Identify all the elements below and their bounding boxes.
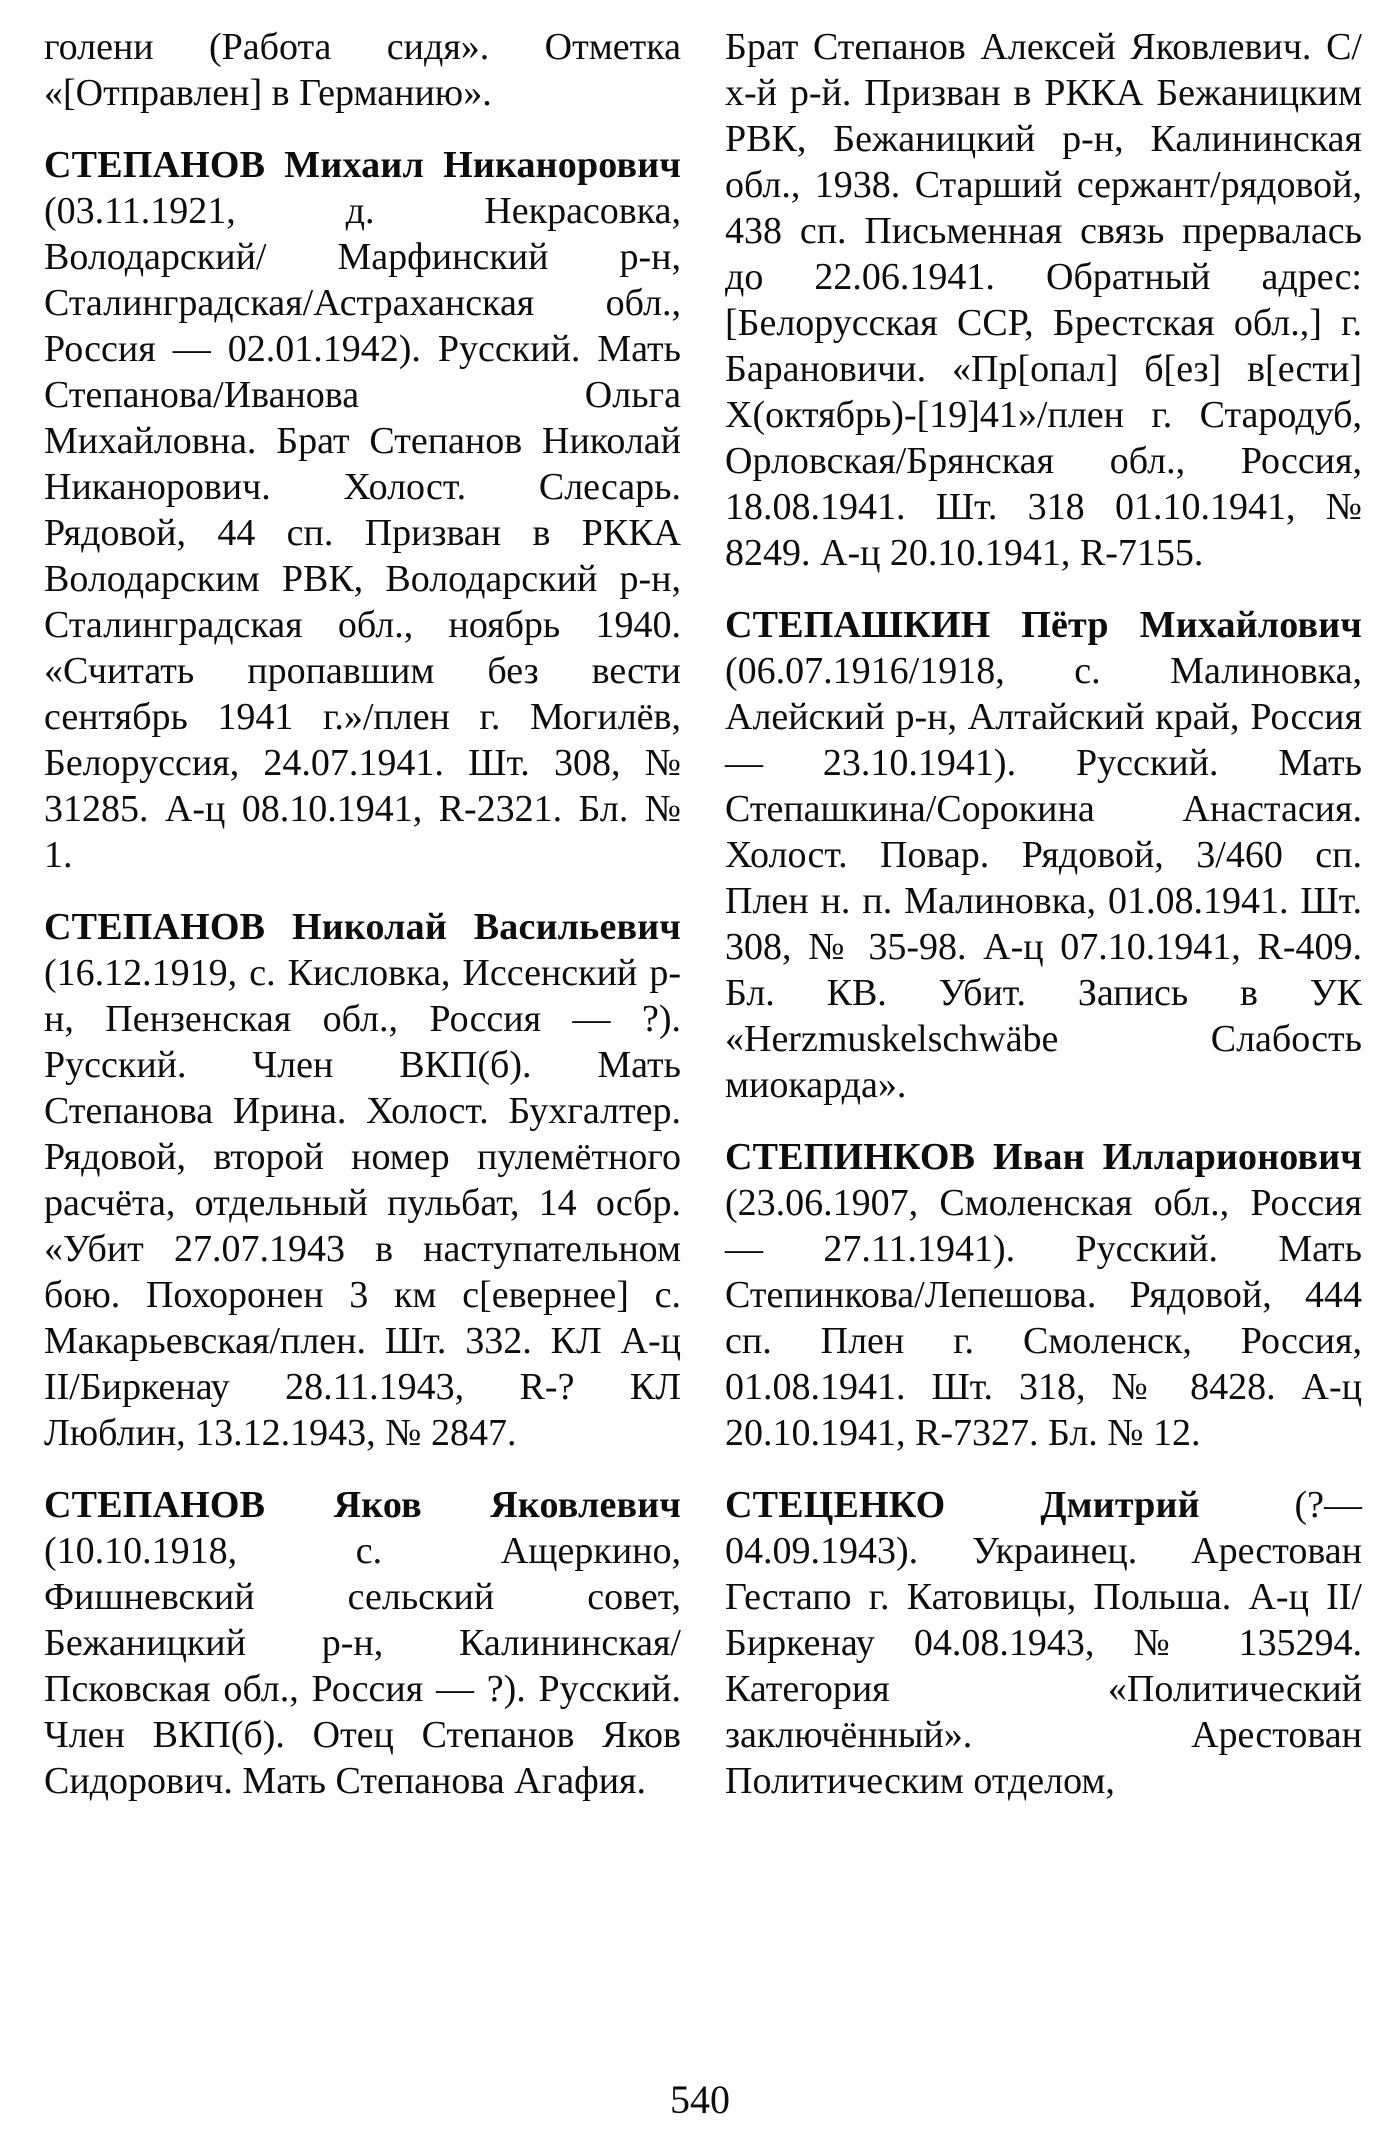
entry-text: (23.06.1907, Смоленская обл., Россия — 27.11.1941). Русский. Мать Степинкова/Лепешова. Рядовой, 444 сп. Плен г. Смоленск, Россия, 01.08.1941. Шт. 318, № 8428. А-ц 20.10.1941, R-7327. Бл. № 12. <box>725 1182 1362 1454</box>
entry-text: (06.07.1916/1918, с. Малиновка, Алейский р-н, Алтайский край, Россия — 23.10.1941). Русский. Мать Степашкина/Сорокина Анастасия. Холост. Повар. Рядовой, 3/460 сп. Плен н. п. Малиновка, 01.08.1941. Шт. 308, № 35-98. А-ц 07.10.1941, R-409. Бл. КВ. Убит. Запись в УК «Herzmuskelschwäbe Слабость миокарда». <box>725 650 1362 1106</box>
entry-text: (10.10.1918, с. Ащеркино, Фишневский сельский совет, Бежаницкий р-н, Калининская/ Псковская обл., Россия — ?). Русский. Член ВКП(б). Отец Степанов Яков Сидорович. Мать Степанова Агафия. <box>44 1530 681 1802</box>
left-column <box>44 24 681 1804</box>
entry-name: СТЕЦЕНКО Дмитрий <box>725 1484 1200 1526</box>
entry-name: СТЕПИНКОВ Иван Илларионович <box>725 1136 1362 1178</box>
entry-name: СТЕПАНОВ Михаил Никанорович <box>44 144 681 186</box>
continuation-paragraph: голени (Работа сидя». Отметка «[Отправлен] в Германию». <box>44 26 681 114</box>
entry-text: (03.11.1921, д. Некрасовка, Володарский/ Марфинский р-н, Сталинградская/Астраханская обл., Россия — 02.01.1942). Русский. Мать Степанова/Иванова Ольга Михайловна. Брат Степанов Николай Никанорович. Холост. Слесарь. Рядовой, 44 сп. Призван в РККА Володарским РВК, Володарский р-н, Сталинградская обл., ноябрь 1940. «Считать пропавшим без вести сентябрь 1941 г.»/плен г. Могилёв, Белоруссия, 24.07.1941. Шт. 308, № 31285. А-ц 08.10.1941, R-2321. Бл. № 1. <box>44 190 681 876</box>
entry-stepinkov-ivan <box>725 1134 1362 1456</box>
entry-name: СТЕПАНОВ Николай Васильевич <box>44 906 681 948</box>
entry-name: СТЕПАНОВ Яков Яковлевич <box>44 1484 681 1526</box>
entry-text: (16.12.1919, с. Кисловка, Иссенский р-н, Пензенская обл., Россия — ?). Русский. Член ВКП(б). Мать Степанова Ирина. Холост. Бухгалтер. Рядовой, второй номер пулемётного расчёта, отдельный пульбат, 14 осбр. «Убит 27.07.1943 в наступательном бою. Похоронен 3 км с[евернее] с. Макарьевская/плен. Шт. 332. КЛ А-ц II/Биркенау 28.11.1943, R-? КЛ Люблин, 13.12.1943, № 2847. <box>44 952 681 1454</box>
entry-stepanov-nikolay <box>44 904 681 1456</box>
entry-stepanov-yakov <box>44 1482 681 1804</box>
entry-stetsenko-dmitriy <box>725 1482 1362 1804</box>
entry-name: СТЕПАШКИН Пётр Михайлович <box>725 604 1362 646</box>
continuation-paragraph: Брат Степанов Алексей Яковлевич. С/х-й р-й. Призван в РККА Бежаницким РВК, Бежаницкий р-н, Калининская обл., 1938. Старший сержант/рядовой, 438 сп. Письменная связь прервалась до 22.06.1941. Обратный адрес: [Белорусская ССР, Брестская обл.,] г. Барановичи. «Пр[опал] б[ез] в[ести] Х(октябрь)-[19]41»/плен г. Стародуб, Орловская/Брянская обл., Россия, 18.08.1941. Шт. 318 01.10.1941, № 8249. А-ц 20.10.1941, R-7155. <box>725 26 1362 574</box>
right-column <box>725 24 1362 1804</box>
entry-stepashkin-pyotr <box>725 602 1362 1108</box>
entry-text: (?—04.09.1943). Украинец. Арестован Гестапо г. Катовицы, Польша. А-ц II/Биркенау 04.08.1943, № 135294. Категория «Политический заключённый». Арестован Политическим отделом, <box>725 1484 1362 1802</box>
page-number: 540 <box>670 2077 730 2122</box>
entry-stepanov-mikhail <box>44 142 681 878</box>
